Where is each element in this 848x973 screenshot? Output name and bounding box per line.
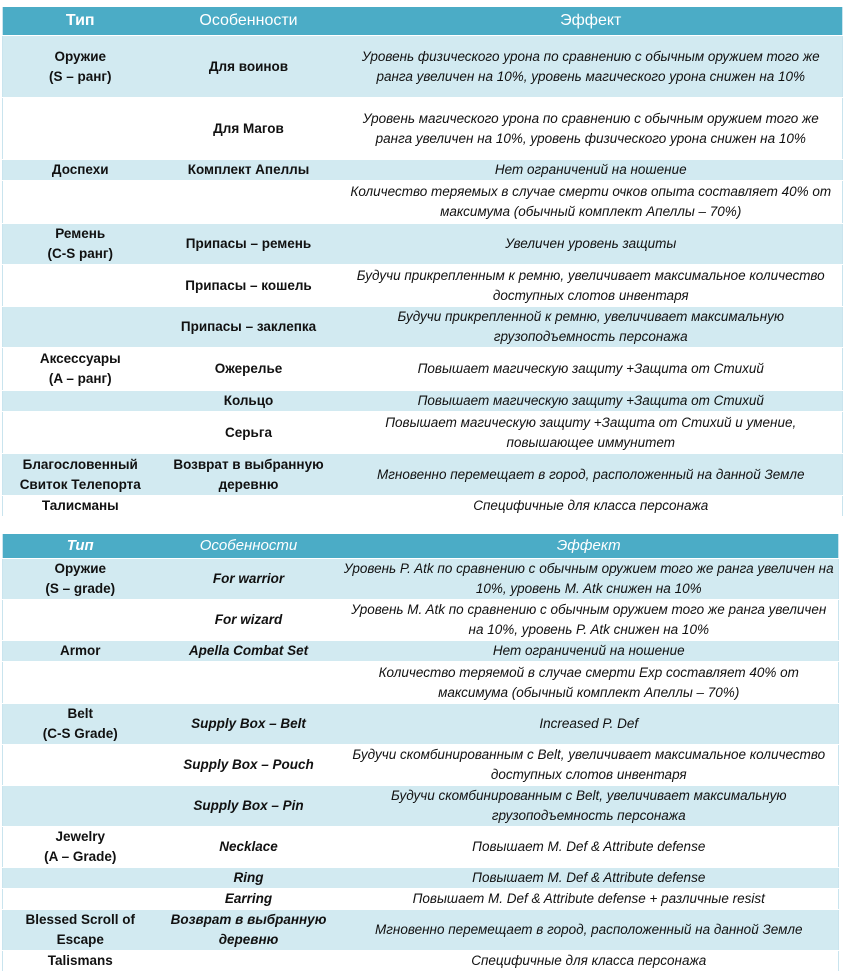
table-row	[3, 704, 839, 745]
header-type: Тип	[3, 7, 158, 36]
feature-cell: Necklace	[158, 827, 340, 868]
feature-cell	[158, 181, 340, 224]
feature-cell: For warrior	[158, 559, 340, 600]
table-row	[3, 348, 843, 391]
feature-cell: Supply Box – Belt	[158, 704, 340, 745]
type-cell	[3, 600, 158, 641]
effect-cell: Специфичные для класса персонажа	[340, 951, 839, 972]
type-cell: Talismans	[3, 951, 158, 972]
effect-cell: Мгновенно перемещает в город, расположенный на данной Земле	[340, 910, 839, 951]
feature-cell	[158, 662, 340, 704]
effect-cell: Повышает M. Def & Attribute defense + различные resist	[340, 889, 839, 910]
effect-cell: Будучи прикрепленным к ремню, увеличивает максимальное количество доступных слотов инвентаря	[340, 265, 843, 307]
effect-cell: Увеличен уровень защиты	[340, 224, 843, 265]
table-row	[3, 412, 843, 454]
effect-cell: Уровень физического урона по сравнению с обычным оружием того же ранга увеличен на 10%, уровень магического урона снижен на 10%	[340, 36, 843, 98]
type-cell: Доспехи	[3, 160, 158, 181]
type-line-1: Belt	[67, 706, 93, 721]
feature-cell: Для воинов	[158, 36, 340, 98]
feature-cell: Комплект Апеллы	[158, 160, 340, 181]
feature-cell	[158, 951, 340, 972]
type-cell: Талисманы	[3, 496, 158, 517]
effect-cell: Нет ограничений на ношение	[340, 641, 839, 662]
effect-cell: Increased P. Def	[340, 704, 839, 745]
table-row	[3, 307, 843, 348]
type-cell	[3, 307, 158, 348]
effect-cell: Повышает магическую защиту +Защита от Стихий	[340, 348, 843, 391]
feature-cell: Возврат в выбранную деревню	[158, 454, 340, 496]
table-row	[3, 600, 839, 641]
effect-cell: Уровень M. Atk по сравнению с обычным оружием того же ранга увеличен на 10%, уровень P. Atk снижен на 10%	[340, 600, 839, 641]
table-row	[3, 181, 843, 224]
type-line-1: Jewelry	[55, 829, 106, 844]
effect-cell: Будучи скомбинированным с Belt, увеличивает максимальную грузоподъемность персонажа	[340, 786, 839, 827]
effect-cell: Количество теряемых в случае смерти очков опыта составляет 40% от максимума (обычный комплект Апеллы – 70%)	[340, 181, 843, 224]
type-line-2: (A – ранг)	[48, 371, 112, 386]
type-cell	[3, 868, 158, 889]
type-cell	[3, 786, 158, 827]
type-cell	[3, 348, 158, 391]
type-line-1: Ремень	[55, 226, 106, 241]
header-feature: Особенности	[158, 534, 340, 559]
type-line-2: (C-S ранг)	[47, 246, 114, 261]
effect-cell: Мгновенно перемещает в город, расположенный на данной Земле	[340, 454, 843, 496]
effect-cell: Уровень магического урона по сравнению с обычным оружием того же ранга увеличен на 10%, уровень физического урона снижен на 10%	[340, 98, 843, 160]
table-row	[3, 160, 843, 181]
table-row	[3, 391, 843, 412]
type-cell: Armor	[3, 641, 158, 662]
type-cell	[3, 745, 158, 786]
feature-cell: Supply Box – Pouch	[158, 745, 340, 786]
feature-cell: Припасы – кошель	[158, 265, 340, 307]
effect-cell: Повышает магическую защиту +Защита от Стихий	[340, 391, 843, 412]
table-row	[3, 641, 839, 662]
type-line-2: (A – Grade)	[44, 849, 117, 864]
feature-cell: Ring	[158, 868, 340, 889]
table-row	[3, 496, 843, 517]
feature-cell: Припасы – заклепка	[158, 307, 340, 348]
table-row	[3, 745, 839, 786]
table-row	[3, 827, 839, 868]
type-line-2: (S – ранг)	[48, 68, 112, 84]
effect-cell: Количество теряемой в случае смерти Exp составляет 40% от максимума (обычный комплект Апеллы – 70%)	[340, 662, 839, 704]
feature-cell: Ожерелье	[158, 348, 340, 391]
type-line-1: Оружие	[54, 561, 107, 576]
type-line-1: Оружие	[54, 48, 107, 64]
effect-cell: Будучи прикрепленной к ремню, увеличивает максимальную грузоподъемность персонажа	[340, 307, 843, 348]
header-feature: Особенности	[158, 7, 340, 36]
type-line-1: Аксессуары	[39, 351, 121, 366]
type-cell: Blessed Scroll of Escape	[3, 910, 158, 951]
header-effect: Эффект	[340, 534, 839, 559]
type-cell	[3, 98, 158, 160]
effect-cell: Повышает M. Def & Attribute defense	[340, 827, 839, 868]
feature-cell: Серьга	[158, 412, 340, 454]
effect-cell: Будучи скомбинированным с Belt, увеличивает максимальное количество доступных слотов инвентаря	[340, 745, 839, 786]
type-cell	[3, 224, 158, 265]
table-row	[3, 454, 843, 496]
table-row	[3, 662, 839, 704]
type-cell	[3, 181, 158, 224]
table-header-row	[3, 534, 839, 559]
type-cell: Благословенный Свиток Телепорта	[3, 454, 158, 496]
feature-cell: Earring	[158, 889, 340, 910]
type-line-2: (S – grade)	[45, 581, 116, 596]
table-row	[3, 265, 843, 307]
type-cell	[3, 704, 158, 745]
table-row	[3, 910, 839, 951]
type-cell	[3, 559, 158, 600]
effect-cell: Уровень P. Atk по сравнению с обычным оружием того же ранга увеличен на 10%, уровень M. Atk снижен на 10%	[340, 559, 839, 600]
type-cell	[3, 412, 158, 454]
table-row	[3, 559, 839, 600]
header-type: Тип	[3, 534, 158, 559]
effect-cell: Специфичные для класса персонажа	[340, 496, 843, 517]
type-cell	[3, 391, 158, 412]
table-row	[3, 951, 839, 972]
table-row	[3, 36, 843, 98]
feature-cell: Для Магов	[158, 98, 340, 160]
feature-cell: Возврат в выбранную деревню	[158, 910, 340, 951]
type-cell	[3, 889, 158, 910]
header-effect: Эффект	[340, 7, 843, 36]
effect-cell: Повышает магическую защиту +Защита от Стихий и умение, повышающее иммунитет	[340, 412, 843, 454]
feature-cell: Apella Combat Set	[158, 641, 340, 662]
type-cell	[3, 36, 158, 98]
table-row	[3, 224, 843, 265]
type-line-2: (C-S Grade)	[42, 726, 118, 741]
feature-cell: For wizard	[158, 600, 340, 641]
feature-cell	[158, 496, 340, 517]
type-cell	[3, 662, 158, 704]
effect-cell: Повышает M. Def & Attribute defense	[340, 868, 839, 889]
items-table-russian	[2, 7, 843, 517]
type-cell	[3, 265, 158, 307]
effect-cell: Нет ограничений на ношение	[340, 160, 843, 181]
feature-cell: Припасы – ремень	[158, 224, 340, 265]
items-table-english	[2, 534, 839, 972]
table-row	[3, 889, 839, 910]
feature-cell: Кольцо	[158, 391, 340, 412]
table-header-row	[3, 7, 843, 36]
table-row	[3, 786, 839, 827]
type-cell	[3, 827, 158, 868]
table-row	[3, 98, 843, 160]
feature-cell: Supply Box – Pin	[158, 786, 340, 827]
table-row	[3, 868, 839, 889]
